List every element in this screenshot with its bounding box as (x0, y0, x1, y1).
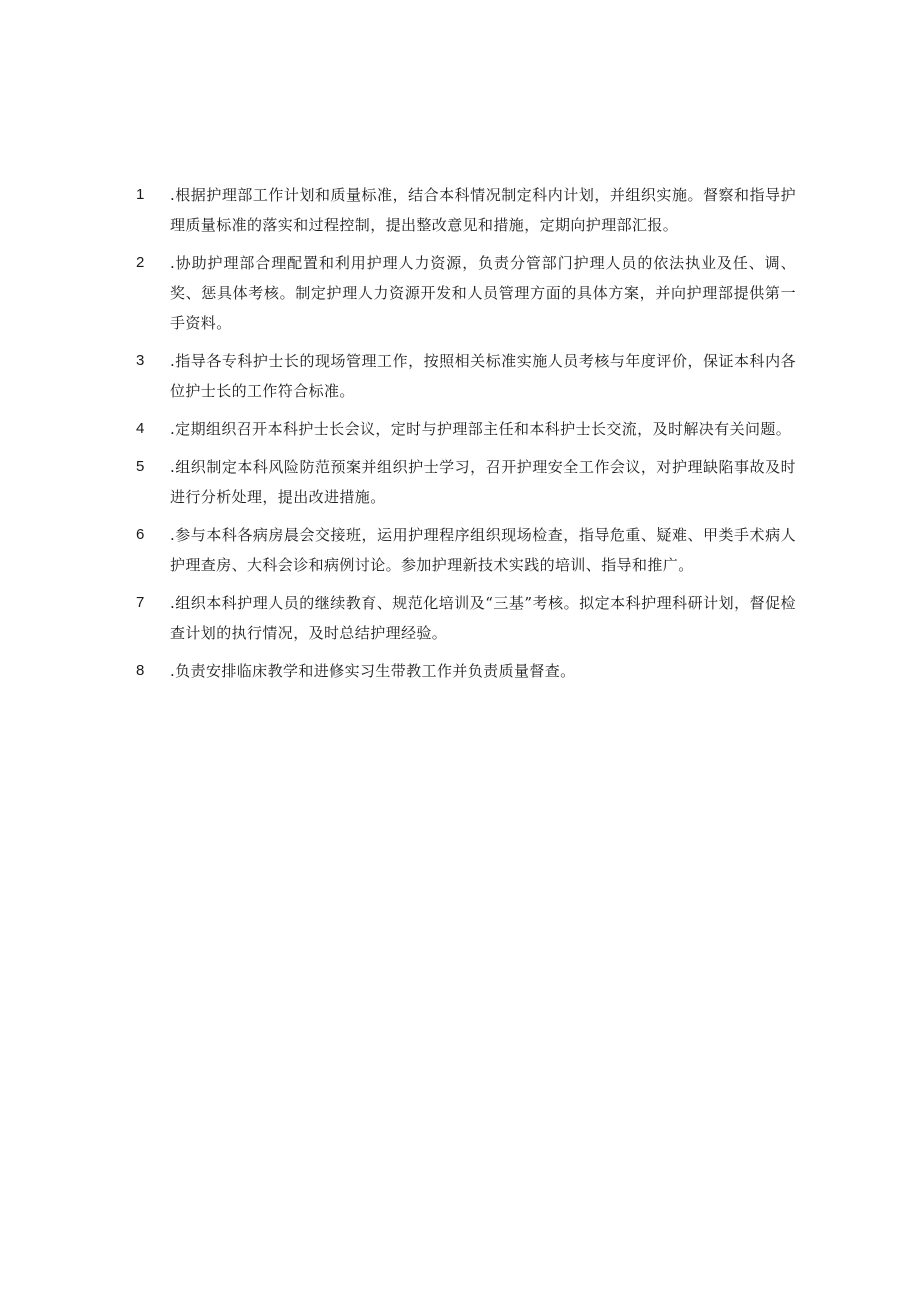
item-text: .参与本科各病房晨会交接班，运用护理程序组织现场检查，指导危重、疑难、甲类手术病人护理查房、大科会诊和病例讨论。参加护理新技术实践的培训、指导和推广。 (170, 526, 796, 574)
list-item (136, 414, 796, 444)
item-number: 1 (136, 186, 145, 203)
item-text: .协助护理部合理配置和利用护理人力资源，负责分管部门护理人员的依法执业及任、调、奖、惩具体考核。制定护理人力资源开发和人员管理方面的具体方案，并向护理部提供第一手资料。 (170, 254, 796, 332)
list-item (136, 452, 796, 512)
item-text: .负责安排临床教学和进修实习生带教工作并负责质量督查。 (170, 662, 576, 680)
list-item (136, 520, 796, 580)
item-number: 5 (136, 458, 145, 475)
duty-list (136, 180, 796, 694)
list-item (136, 248, 796, 338)
item-text: .定期组织召开本科护士长会议，定时与护理部主任和本科护士长交流，及时解决有关问题。 (170, 420, 792, 438)
item-number: 4 (136, 420, 145, 437)
list-item (136, 346, 796, 406)
item-number: 8 (136, 662, 145, 679)
item-text: .指导各专科护士长的现场管理工作，按照相关标准实施人员考核与年度评价，保证本科内各位护士长的工作符合标准。 (170, 352, 796, 400)
list-item (136, 180, 796, 240)
item-text: .根据护理部工作计划和质量标准，结合本科情况制定科内计划，并组织实施。督察和指导护理质量标准的落实和过程控制，提出整改意见和措施，定期向护理部汇报。 (170, 186, 796, 234)
list-item (136, 588, 796, 648)
item-number: 7 (136, 594, 145, 611)
item-number: 3 (136, 352, 145, 369)
item-number: 6 (136, 526, 145, 543)
item-text: .组织本科护理人员的继续教育、规范化培训及“三基”考核。拟定本科护理科研计划，督促检查计划的执行情况，及时总结护理经验。 (170, 594, 796, 642)
item-number: 2 (136, 254, 145, 271)
item-text: .组织制定本科风险防范预案并组织护士学习，召开护理安全工作会议，对护理缺陷事故及时进行分析处理，提出改进措施。 (170, 458, 796, 506)
list-item (136, 656, 796, 686)
